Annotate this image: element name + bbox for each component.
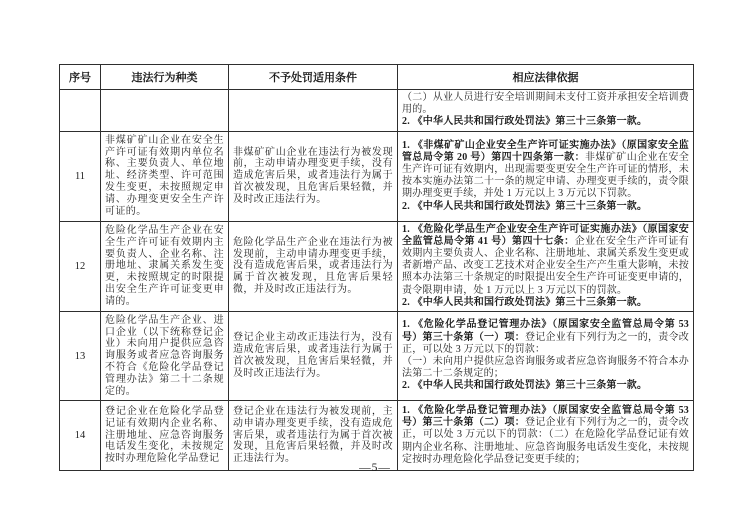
legal-paragraph: [402, 297, 689, 309]
header-legal-basis: 相应法律依据: [398, 65, 694, 90]
legal-paragraph: [402, 92, 689, 116]
cell-legal-basis: [398, 312, 694, 401]
legal-text: 企业在安全生产许可证有效期内主要负责人、企业名称、注册地址、隶属关系发生变更或者新增产品、改变工艺技术对企业安全生产产生重大影响，未按照本办法第三十条规定的时限提出安全生产许可证变更申请的，责令限期申请，处 1 万元以上 3 万元以下的罚款。: [402, 235, 689, 296]
cell-legal-basis: [398, 221, 694, 311]
legal-text: 登记企业有下列行为之一的，责令改正，可以处 3 万元以下的罚款：（二）在危险化学品登记证有效期内企业名称、注册地址、应急咨询服务电话发生变化，未按规定按时办理危险化学品登记变更手续的；: [402, 417, 690, 465]
cell-serial-number: 11: [60, 131, 101, 221]
cell-legal-basis: [398, 131, 694, 221]
cell-non-punishment-conditions: 登记企业主动改正违法行为，没有造成危害后果，或者违法行为属于首次被发现，且危害后果轻微，并及时改正违法行为。: [229, 312, 398, 401]
cell-violation-type: 危险化学品生产企业、进口企业（以下统称登记企业）未向用户提供应急咨询服务或者应急咨询服务不符合《危险化学品登记管理办法》第二十二条规定的。: [101, 312, 229, 401]
cell-serial-number: [60, 90, 101, 132]
table-header-row: [60, 65, 694, 90]
legal-paragraph: [402, 319, 689, 356]
cell-violation-type: 登记企业在危险化学品登记证有效期内企业名称、注册地址、应急咨询服务电话发生变化，未按规定按时办理危险化学品登记: [101, 401, 229, 471]
legal-paragraph: [402, 356, 689, 380]
table-row: [60, 401, 694, 471]
legal-paragraph: [402, 116, 689, 128]
legal-paragraph: [402, 380, 689, 392]
legal-text: 登记企业有下列行为之一的，责令改正，可以处 3 万元以下的罚款：: [402, 331, 690, 355]
cell-legal-basis: [398, 90, 694, 132]
table-row: [60, 131, 694, 221]
legal-text: 非煤矿矿山企业在安全生产许可证有效期内，出现需要变更安全生产许可证的情形，未按本实施办法第二十一条的规定申请、办理变更手续的，责令限期办理变更手续，并处 1 万元以上 3 万元以下罚款。: [402, 151, 689, 200]
cell-violation-type: 危险化学品生产企业在安全生产许可证有效期内主要负责人、企业名称、注册地址、隶属关系发生变更，未按照规定的时限提出安全生产许可证变更申请的。: [101, 221, 229, 311]
cell-non-punishment-conditions: 登记企业在违法行为被发现前，主动申请办理变更手续，没有造成危害后果，或者违法行为属于首次被发现，且危害后果轻微，并及时改正违法行为。: [229, 401, 398, 471]
cell-serial-number: 12: [60, 221, 101, 311]
cell-violation-type: 非煤矿矿山企业在安全生产许可证有效期内单位名称、主要负责人、单位地址、经济类型、许可范围发生变更，未按照规定申请、办理变更安全生产许可证的。: [101, 131, 229, 221]
header-non-punishment-conditions: 不予处罚适用条件: [229, 65, 398, 90]
header-violation-type: 违法行为种类: [101, 65, 229, 90]
legal-citation: 2. 《中华人民共和国行政处罚法》第三十三条第一款。: [402, 200, 648, 212]
legal-paragraph: [402, 140, 689, 201]
legal-text: （一）未向用户提供应急咨询服务或者应急咨询服务不符合本办法第二十二条规定的；: [402, 356, 689, 380]
legal-paragraph: [402, 224, 689, 297]
cell-non-punishment-conditions: 危险化学品生产企业在违法行为被发现前，主动申请办理变更手续，没有造成危害后果，或者违法行为属于首次被发现，且危害后果轻微，并及时改正违法行为。: [229, 221, 398, 311]
legal-text: （二）从业人员进行安全培训期间未支付工资并承担安全培训费用的。: [402, 92, 689, 116]
legal-citation: 1. 《危险化学品生产企业安全生产许可证实施办法》（原国家安全监管总局令第 41 号）第四十七条：: [402, 223, 689, 247]
legal-citation: 2. 《中华人民共和国行政处罚法》第三十三条第一款。: [402, 296, 648, 308]
legal-citation: 2. 《中华人民共和国行政处罚法》第三十三条第一款。: [402, 380, 648, 392]
table-body: [60, 90, 694, 471]
legal-citation: 1. 《危险化学品登记管理办法》（原国家安全监管总局令第 53 号）第三十条第（二）项：: [402, 405, 689, 429]
cell-serial-number: 13: [60, 312, 101, 401]
violations-table: [59, 64, 694, 471]
legal-paragraph: [402, 201, 689, 213]
cell-non-punishment-conditions: 非煤矿矿山企业在违法行为被发现前，主动申请办理变更手续，没有造成危害后果，或者违法行为属于首次被发现，且危害后果轻微，并及时改正违法行为。: [229, 131, 398, 221]
cell-legal-basis: [398, 401, 694, 471]
legal-citation: 1. 《危险化学品登记管理办法》（原国家安全监管总局令第 53 号）第三十条第（一）项：: [402, 319, 689, 343]
table-row: [60, 221, 694, 311]
cell-violation-type: [101, 90, 229, 132]
cell-non-punishment-conditions: [229, 90, 398, 132]
page-number: —5—: [359, 462, 391, 474]
legal-paragraph: [402, 405, 689, 466]
table-row: [60, 312, 694, 401]
table-row: [60, 90, 694, 132]
legal-citation: 1. 《非煤矿矿山企业安全生产许可证实施办法》（原国家安全监管总局令第 20 号）第四十四条第一款：: [402, 139, 689, 163]
header-serial-number: 序号: [60, 65, 101, 90]
cell-serial-number: 14: [60, 401, 101, 471]
legal-citation: 2. 《中华人民共和国行政处罚法》第三十三条第一款。: [402, 116, 648, 128]
